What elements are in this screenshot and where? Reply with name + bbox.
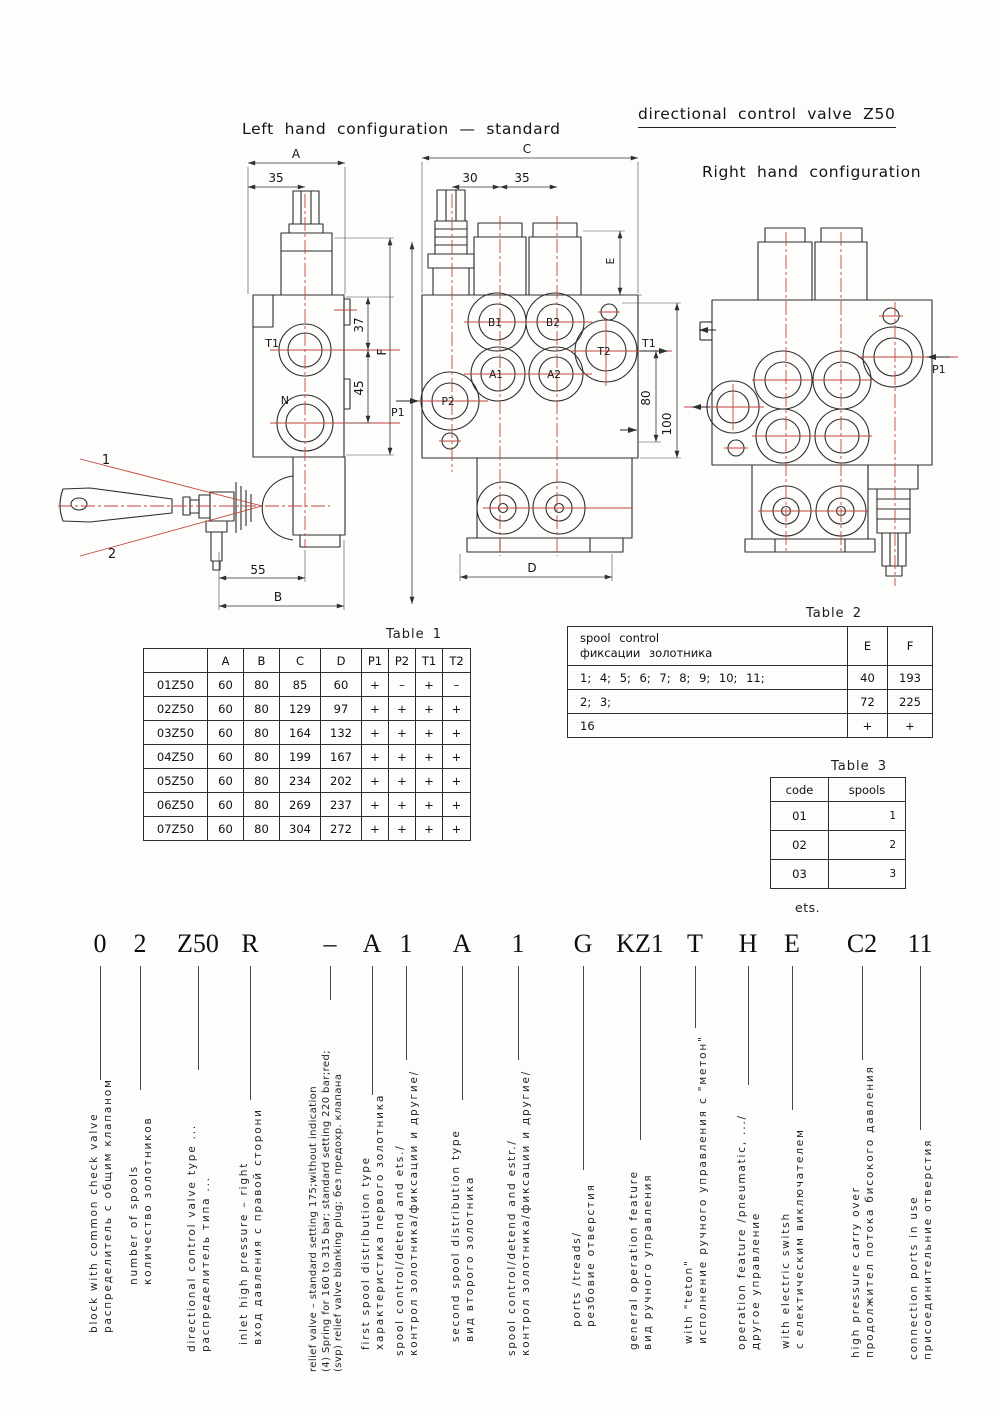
port-label-n: N <box>280 394 289 407</box>
order-code-token: 1 <box>511 929 525 958</box>
leader-line <box>372 966 373 1095</box>
port-label-p1-mid: P1 <box>391 406 405 419</box>
left-drawing-centerlines <box>58 194 400 556</box>
leader-line <box>518 966 519 1060</box>
table2-header-ru: фиксации золотника <box>580 646 713 660</box>
order-code-token: 1 <box>399 929 413 958</box>
table-row: 01Z50 60 80 85 60 + – + – <box>144 673 471 697</box>
order-code-token: 0 <box>93 929 107 958</box>
table-1 <box>143 648 471 841</box>
table2-title: Table 2 <box>806 606 863 621</box>
order-code-token: G <box>573 929 593 958</box>
right-drawing-arrows <box>692 330 950 407</box>
table-row: 1; 4; 5; 6; 7; 8; 9; 10; 11; 40 193 <box>568 666 933 690</box>
leader-line <box>748 966 749 1085</box>
dim-label-a: A <box>291 147 301 161</box>
table-row: 04Z50 60 80 199 167 + + + + <box>144 745 471 769</box>
dim-label-d: D <box>527 561 537 575</box>
leader-line <box>140 966 141 1090</box>
order-code-token: Z50 <box>177 929 219 958</box>
port-label-a2: A2 <box>547 369 561 381</box>
order-code-token: 11 <box>907 929 933 958</box>
port-label-p2: P2 <box>441 396 455 408</box>
port-label-t1: T1 <box>265 337 279 350</box>
order-code-token: E <box>784 929 800 958</box>
port-label-b1: B1 <box>488 317 502 329</box>
left-drawing-outline <box>60 191 350 570</box>
dim-label-35b: 35 <box>514 171 530 185</box>
table-row: 03Z50 60 80 164 132 + + + + <box>144 721 471 745</box>
dim-label-55: 55 <box>250 563 266 577</box>
lever-position-1: 1 <box>101 453 111 468</box>
middle-drawing <box>391 142 681 581</box>
page-title: directional control valve Z50 <box>638 105 896 128</box>
middle-drawing-centerlines <box>413 194 672 556</box>
leader-line <box>100 966 101 1080</box>
order-code-label: general operation feature вид ручного управления <box>628 1170 654 1350</box>
order-code-label: number of spools количество золотников <box>128 1116 154 1285</box>
lever-position-2: 2 <box>107 547 117 562</box>
dim-label-b: B <box>273 590 283 604</box>
left-drawing <box>58 147 412 610</box>
left-configuration-title: Left hand configuration — standard <box>242 120 561 138</box>
table-row: code spools <box>771 778 906 802</box>
order-code-label: inlet high pressure – right вход давления с правой сторони <box>238 1108 264 1345</box>
table-row: 03 3 <box>771 860 906 889</box>
dim-label-37: 37 <box>352 317 366 333</box>
port-label-t2: T2 <box>597 346 611 358</box>
table-row: spool control фиксации золотника E F <box>568 627 933 666</box>
leader-line <box>920 966 921 1130</box>
order-code-token: 2 <box>133 929 147 958</box>
order-code-label: ports /treads/ резбовие отверстия <box>571 1183 597 1327</box>
dim-label-30: 30 <box>462 171 478 185</box>
order-code-label: with "teton" исполнение ручного управления с "метон" <box>683 1035 709 1344</box>
port-label-b2: B2 <box>546 317 560 329</box>
port-label-a1: A1 <box>489 369 503 381</box>
order-code-label: relief valve – standard setting 175;without indication (4) Spring for 160 to 315 bar; standard setting 220 bar;red; (svp) relief valve blanking plug; без предохр. клапана <box>308 1050 344 1372</box>
table-row: 02Z50 60 80 129 97 + + + + <box>144 697 471 721</box>
table-row: 07Z50 60 80 304 272 + + + + <box>144 817 471 841</box>
table-row: 05Z50 60 80 234 202 + + + + <box>144 769 471 793</box>
order-code-label: high pressure carry over продолжител потока бисокого давления <box>850 1065 876 1358</box>
leader-line <box>330 966 331 1000</box>
technical-drawings <box>0 0 1000 625</box>
leader-line <box>250 966 251 1100</box>
order-code-label: spool control/detend and ets./ контрол золотника/фиксации и другие/ <box>394 1069 420 1356</box>
right-drawing <box>684 228 958 586</box>
table3-footer: ets. <box>795 900 821 915</box>
order-code-token: C2 <box>846 929 878 958</box>
middle-drawing-outline <box>421 190 638 552</box>
leader-line <box>640 966 641 1140</box>
leader-line <box>695 966 696 1028</box>
leader-line <box>462 966 463 1100</box>
table-3 <box>770 777 906 889</box>
order-code-label: operation feature /pneumatic, .../ другое управление <box>736 1114 762 1350</box>
table-row: 02 2 <box>771 831 906 860</box>
table2-header-en: spool control <box>580 631 660 645</box>
table-row: 16 + + <box>568 714 933 738</box>
order-code-label: second spool distribution type вид второго золотника <box>450 1129 476 1342</box>
table3-title: Table 3 <box>831 759 888 774</box>
table-2 <box>567 626 933 738</box>
leader-line <box>862 966 863 1060</box>
leader-line <box>792 966 793 1110</box>
order-code-token: H <box>738 929 758 958</box>
order-code-label: connection ports in use присоединительние отверстия <box>908 1138 934 1360</box>
leader-line <box>406 966 407 1060</box>
leader-line <box>583 966 584 1170</box>
left-drawing-dimensions <box>219 163 412 610</box>
right-drawing-outline <box>700 228 932 576</box>
table-row: 2; 3; 72 225 <box>568 690 933 714</box>
port-label-p1-right: P1 <box>932 363 946 376</box>
order-code-token: R <box>241 929 259 958</box>
order-code-label: spool control/detend and estr./ контрол золотника/фиксации и другие/ <box>506 1069 532 1356</box>
order-code-label: block with common check valve распределитель с общим клапаном <box>88 1078 114 1333</box>
leader-line <box>198 966 199 1070</box>
dim-label-100: 100 <box>660 412 674 436</box>
right-configuration-title: Right hand configuration <box>702 163 922 181</box>
table-row: A B C D P1 P2 T1 T2 <box>144 649 471 673</box>
dim-label-e: E <box>605 257 617 265</box>
table-row: 06Z50 60 80 269 237 + + + + <box>144 793 471 817</box>
dim-label-f: F <box>375 348 389 356</box>
lever-handle <box>60 488 172 522</box>
right-drawing-centerlines <box>684 232 958 586</box>
table1-title: Table 1 <box>386 627 443 642</box>
dim-label-35: 35 <box>268 171 284 185</box>
dim-label-80: 80 <box>639 390 653 406</box>
order-code-token: A <box>452 929 472 958</box>
order-code-label: directional control valve type ... распределитель типа ... <box>186 1123 212 1352</box>
order-code-token: T <box>687 929 703 958</box>
order-code-token: – <box>323 929 337 958</box>
dim-label-45: 45 <box>352 380 366 396</box>
order-code-token: A <box>362 929 382 958</box>
lever-dome <box>262 476 293 540</box>
port-label-t1-mid: T1 <box>642 337 656 350</box>
order-code-label: with electric switsh с електическим виключателем <box>780 1128 806 1349</box>
dim-label-c: C <box>522 142 532 156</box>
order-code-token: KZ1 <box>616 929 664 958</box>
order-code-label: first spool distribution type характеристика первого золотника <box>360 1093 386 1350</box>
table-row: 01 1 <box>771 802 906 831</box>
